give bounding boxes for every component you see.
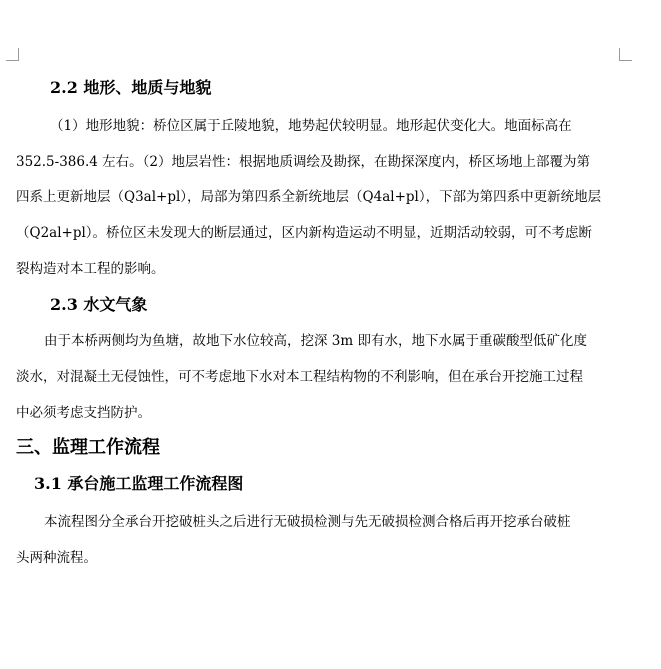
paragraph-line: 头两种流程。: [16, 550, 97, 566]
paragraph-line: 本流程图分全承台开挖破桩头之后进行无破损检测与先无破损检测合格后再开挖承台破桩: [44, 514, 571, 530]
heading-2-3: 2.3 水文气象: [50, 295, 148, 314]
paragraph-line: 淡水，对混凝土无侵蚀性，可不考虑地下水对本工程结构物的不利影响，但在承台开挖施工过程: [16, 369, 583, 385]
paragraph-line: 四系上更新地层（Q3al+pl），局部为第四系全新统地层（Q4al+pl），下部为第四系中更新统地层: [16, 189, 602, 205]
paragraph-line: 由于本桥两侧均为鱼塘，故地下水位较高，挖深 3m 即有水，地下水属于重碳酸型低矿化度: [44, 333, 587, 349]
margin-corner-top-left: [6, 48, 19, 61]
paragraph-line: 中必须考虑支挡防护。: [16, 405, 151, 421]
paragraph-line: 352.5-386.4 左右。（2）地层岩性：根据地质调绘及勘探，在勘探深度内，桥区场地上部覆为第: [16, 154, 590, 170]
heading-3-1: 3.1 承台施工监理工作流程图: [34, 474, 244, 493]
heading-section-3: 三、监理工作流程: [16, 437, 160, 458]
paragraph-line: （1）地形地貌：桥位区属于丘陵地貌，地势起伏较明显。地形起伏变化大。地面标高在: [50, 118, 572, 134]
paragraph-line: （Q2al+pl）。桥位区未发现大的断层通过，区内新构造运动不明显，近期活动较弱，可不考虑断: [16, 225, 593, 241]
margin-corner-top-right: [619, 48, 632, 61]
paragraph-line: 裂构造对本工程的影响。: [16, 261, 165, 277]
heading-2-2: 2.2 地形、地质与地貌: [50, 78, 212, 97]
